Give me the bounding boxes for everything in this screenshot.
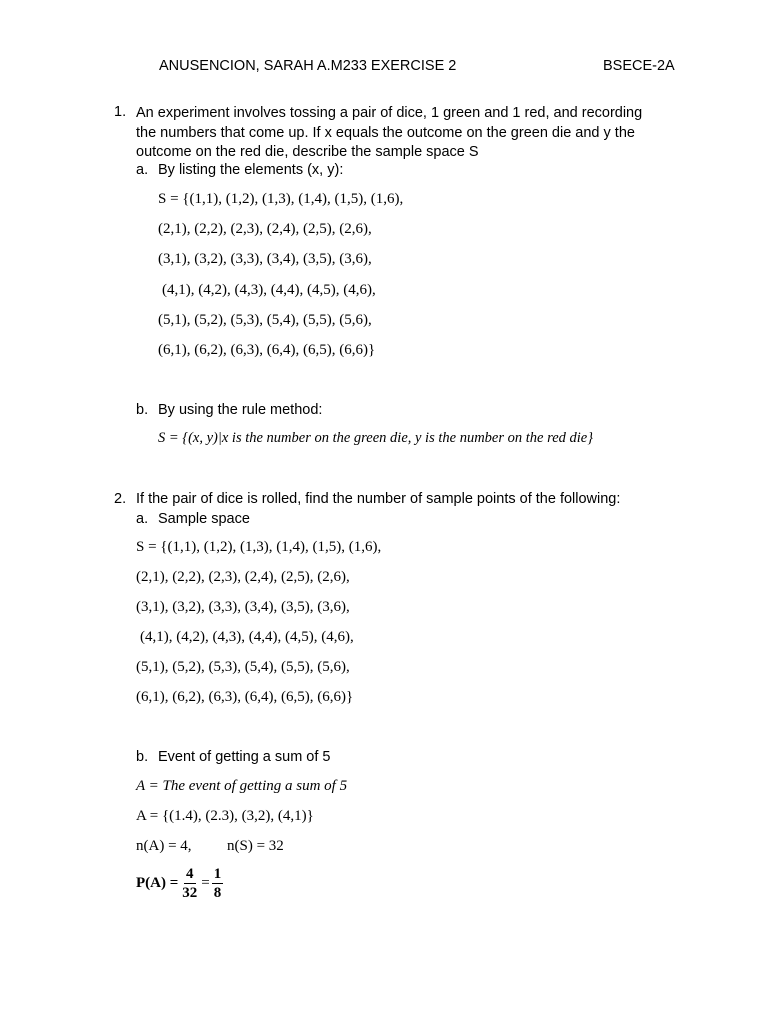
q1-set-line: (3,1), (3,2), (3,3), (3,4), (3,5), (3,6),	[158, 251, 372, 267]
fraction-1-8	[212, 866, 224, 901]
q1-text-line: outcome on the red die, describe the sample space S	[136, 144, 479, 160]
probability-formula	[136, 866, 225, 901]
q1-text-line: An experiment involves tossing a pair of dice, 1 green and 1 red, and recording	[136, 105, 643, 121]
fraction-denominator: 8	[213, 885, 222, 901]
q2-text: If the pair of dice is rolled, find the number of sample points of the following:	[136, 491, 621, 507]
q2-set-line: S = {(1,1), (1,2), (1,3), (1,4), (1,5), (1,6),	[136, 539, 382, 555]
q2-b-letter: b.	[136, 749, 149, 765]
count-a: n(A) = 4,	[136, 838, 192, 854]
q1-set-line: S = {(1,1), (1,2), (1,3), (1,4), (1,5), (1,6),	[158, 191, 404, 207]
count-s: n(S) = 32	[227, 838, 284, 854]
fraction-numerator: 1	[213, 866, 222, 882]
q2-number: 2.	[114, 491, 127, 507]
header-section: BSECE-2A	[603, 58, 675, 74]
fraction-denominator: 32	[182, 885, 198, 901]
equals-sign: =	[201, 875, 210, 891]
event-set: A = {(1.4), (2.3), (3,2), (4,1)}	[136, 808, 314, 824]
q1-b-letter: b.	[136, 402, 149, 418]
event-definition: A = The event of getting a sum of 5	[136, 778, 348, 794]
q1-set-line: (2,1), (2,2), (2,3), (2,4), (2,5), (2,6),	[158, 221, 372, 237]
q2-set-line: (5,1), (5,2), (5,3), (5,4), (5,5), (5,6),	[136, 659, 350, 675]
q1-a-letter: a.	[136, 162, 149, 178]
q2-set-line: (3,1), (3,2), (3,3), (3,4), (3,5), (3,6),	[136, 599, 350, 615]
fraction-4-32	[180, 866, 199, 901]
q2-a-letter: a.	[136, 511, 149, 527]
q2-b-label: Event of getting a sum of 5	[158, 749, 331, 765]
q1-number: 1.	[114, 104, 127, 120]
q2-set-line: (4,1), (4,2), (4,3), (4,4), (4,5), (4,6),	[140, 629, 354, 645]
q1-set-line: (5,1), (5,2), (5,3), (5,4), (5,5), (5,6),	[158, 312, 372, 328]
q1-text-line: the numbers that come up. If x equals the outcome on the green die and y the	[136, 124, 635, 141]
probability-lhs: P(A) =	[136, 875, 179, 891]
q2-set-line: (6,1), (6,2), (6,3), (6,4), (6,5), (6,6)}	[136, 689, 354, 705]
q1-rule: S = {(x, y)|x is the number on the green die, y is the number on the red die}	[158, 430, 594, 446]
q1-set-line: (4,1), (4,2), (4,3), (4,4), (4,5), (4,6),	[162, 282, 376, 298]
q1-set-line: (6,1), (6,2), (6,3), (6,4), (6,5), (6,6)}	[158, 342, 376, 358]
q2-a-label: Sample space	[158, 511, 250, 527]
q1-b-label: By using the rule method:	[158, 402, 323, 418]
header-name-course: ANUSENCION, SARAH A.M233 EXERCISE 2	[159, 58, 457, 74]
fraction-numerator: 4	[186, 866, 194, 882]
q1-a-label: By listing the elements (x, y):	[158, 162, 344, 178]
q1-text	[136, 104, 642, 163]
q2-set-line: (2,1), (2,2), (2,3), (2,4), (2,5), (2,6),	[136, 569, 350, 585]
